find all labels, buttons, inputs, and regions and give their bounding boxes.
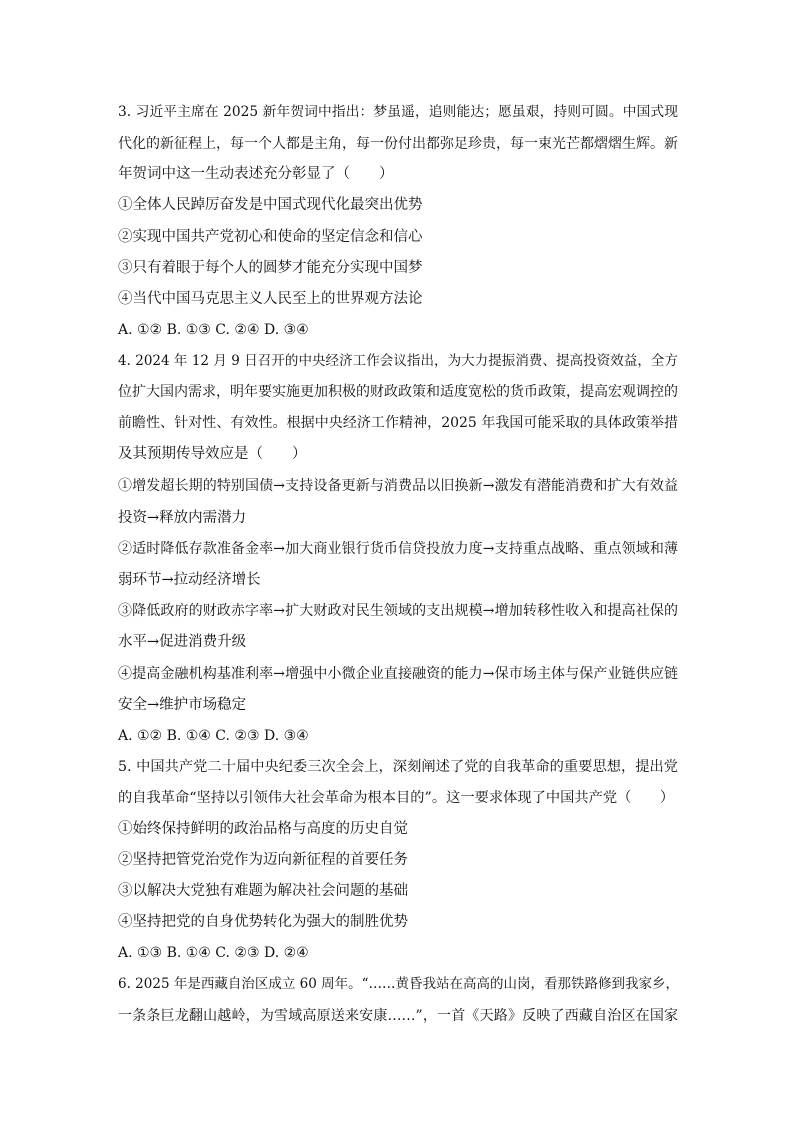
question-4-options: A. ①② B. ①④ C. ②③ D. ③④ [118,728,309,744]
question-4-stem-line-3: 前瞻性、针对性、有效性。根据中央经济工作精神，2025 年我国可能采取的具体政策举措 [118,415,678,431]
question-3-stem-line-1: 3. 习近平主席在 2025 新年贺词中指出：梦虽遥，追则能达；愿虽艰，持则可圆。中国式现 [118,104,678,120]
question-5-options: A. ①③ B. ①④ C. ②③ D. ②④ [118,945,309,961]
question-4-stem-line-1: 4. 2024 年 12 月 9 日召开的中央经济工作会议指出，为大力提振消费、提高投资效益，全方 [118,353,678,369]
question-3-stem-line-2: 代化的新征程上，每一个人都是主角，每一份付出都弥足珍贵，每一束光芒都熠熠生辉。新 [118,136,678,152]
question-4-item-2-line-2: 弱环节→拉动经济增长 [118,572,261,588]
question-4-item-4-line-1: ④提高金融机构基准利率→增强中小微企业直接融资的能力→保市场主体与保产业链供应链 [118,666,678,682]
question-5-item-1: ①始终保持鲜明的政治品格与高度的历史自觉 [118,821,408,837]
question-5-item-3: ③以解决大党独有难题为解决社会问题的基础 [118,883,408,899]
question-5-stem-line-2: 的自我革命“坚持以引领伟大社会革命为根本目的”。这一要求体现了中国共产党（ ） [118,790,675,806]
question-6-stem-line-1: 6. 2025 年是西藏自治区成立 60 周年。“……黄昏我站在高高的山岗，看那铁路修到我家乡， [118,976,679,992]
question-5-stem-line-1: 5. 中国共产党二十届中央纪委三次全会上，深刻阐述了党的自我革命的重要思想，提出党 [118,759,678,775]
question-3-stem-line-3: 年贺词中这一生动表述充分彰显了（ ） [118,166,394,182]
question-3-item-2: ②实现中国共产党初心和使命的坚定信念和信心 [118,229,423,245]
question-4-item-2-line-1: ②适时降低存款准备金率→加大商业银行货币信贷投放力度→支持重点战略、重点领域和薄 [118,541,678,557]
question-6-stem-line-2: 一条条巨龙翻山越岭，为雪域高原送来安康……”，一首《天路》反映了西藏自治区在国家 [118,1008,678,1024]
question-4-stem-line-4: 及其预期传导效应是（ ） [118,446,307,462]
question-3-item-4: ④当代中国马克思主义人民至上的世界观方法论 [118,291,423,307]
question-4-item-3-line-2: 水平→促进消费升级 [118,634,247,650]
question-4-item-1-line-1: ①增发超长期的特别国债→支持设备更新与消费品以旧换新→激发有潜能消费和扩大有效益 [118,478,678,494]
question-4-item-1-line-2: 投资→释放内需潜力 [118,510,247,526]
question-5-item-2: ②坚持把管党治党作为迈向新征程的首要任务 [118,852,408,868]
question-5-item-4: ④坚持把党的自身优势转化为强大的制胜优势 [118,914,408,930]
question-4-item-4-line-2: 安全→维护市场稳定 [118,697,247,713]
question-3-item-3: ③只有着眼于每个人的圆梦才能充分实现中国梦 [118,260,423,276]
question-3-options: A. ①② B. ①③ C. ②④ D. ③④ [118,322,309,338]
question-3-item-1: ①全体人民踔厉奋发是中国式现代化最突出优势 [118,197,423,213]
question-4-item-3-line-1: ③降低政府的财政赤字率→扩大财政对民生领域的支出规模→增加转移性收入和提高社保的 [118,603,678,619]
question-4-stem-line-2: 位扩大国内需求，明年要实施更加积极的财政政策和适度宽松的货币政策，提高宏观调控的 [118,384,678,400]
